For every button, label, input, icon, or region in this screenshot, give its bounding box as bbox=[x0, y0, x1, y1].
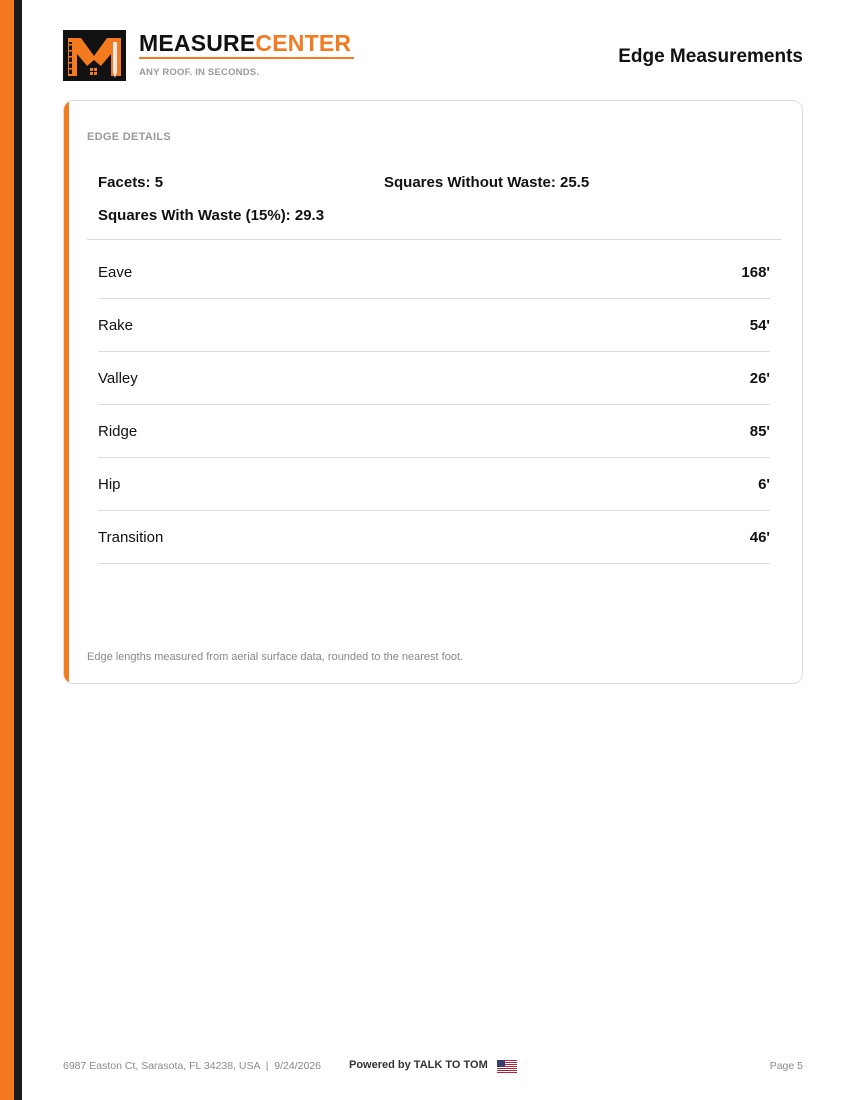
edge-value: 85' bbox=[749, 423, 770, 440]
edge-value: 46' bbox=[749, 529, 770, 546]
footer-page-number: Page 5 bbox=[769, 1060, 803, 1072]
edge-row-valley bbox=[98, 352, 770, 405]
section-label: EDGE DETAILS bbox=[87, 131, 172, 143]
brand-name bbox=[139, 30, 354, 56]
edge-row-ridge bbox=[98, 405, 770, 458]
facets-stat: Facets: 5 bbox=[98, 174, 164, 191]
edge-row-rake bbox=[98, 299, 770, 352]
measure-center-logo-icon bbox=[63, 30, 126, 81]
edge-name: Rake bbox=[98, 317, 134, 334]
footer-powered-by: Powered by TALK TO TOM bbox=[349, 1059, 488, 1071]
edge-footnote: Edge lengths measured from aerial surface data, rounded to the nearest foot. bbox=[87, 651, 464, 663]
edge-row-transition bbox=[98, 511, 770, 564]
edge-value: 54' bbox=[749, 317, 770, 334]
brand-underline bbox=[139, 57, 354, 59]
stats-divider bbox=[87, 239, 781, 240]
side-accent-bar bbox=[0, 0, 22, 1100]
card-accent-bar bbox=[64, 101, 69, 683]
squares-without-waste-stat: Squares Without Waste: 25.5 bbox=[384, 174, 590, 191]
page-title: Edge Measurements bbox=[618, 46, 803, 67]
squares-with-waste-stat: Squares With Waste (15%): 29.3 bbox=[98, 207, 325, 224]
footer-address-date: 6987 Easton Ct, Sarasota, FL 34238, USA | 9/24/2026 bbox=[63, 1060, 322, 1072]
edge-name: Transition bbox=[98, 529, 164, 546]
page-footer bbox=[63, 1058, 803, 1074]
edge-name: Ridge bbox=[98, 423, 138, 440]
brand-name-center: CENTER bbox=[255, 30, 352, 56]
edge-details-card bbox=[63, 100, 803, 684]
brand-tagline: ANY ROOF. IN SECONDS. bbox=[139, 67, 260, 78]
edge-name: Hip bbox=[98, 476, 121, 493]
report-header bbox=[63, 30, 803, 82]
edge-value: 6' bbox=[758, 476, 770, 493]
edge-value: 168' bbox=[741, 264, 770, 281]
brand bbox=[139, 30, 354, 78]
us-flag-icon bbox=[497, 1060, 517, 1073]
edge-value: 26' bbox=[749, 370, 770, 387]
edge-name: Eave bbox=[98, 264, 133, 281]
edge-list bbox=[98, 246, 770, 564]
edge-row-eave bbox=[98, 246, 770, 299]
edge-name: Valley bbox=[98, 370, 138, 387]
brand-name-measure: MEASURE bbox=[139, 30, 256, 56]
side-accent-bar-dark bbox=[14, 0, 22, 1100]
edge-row-hip bbox=[98, 458, 770, 511]
